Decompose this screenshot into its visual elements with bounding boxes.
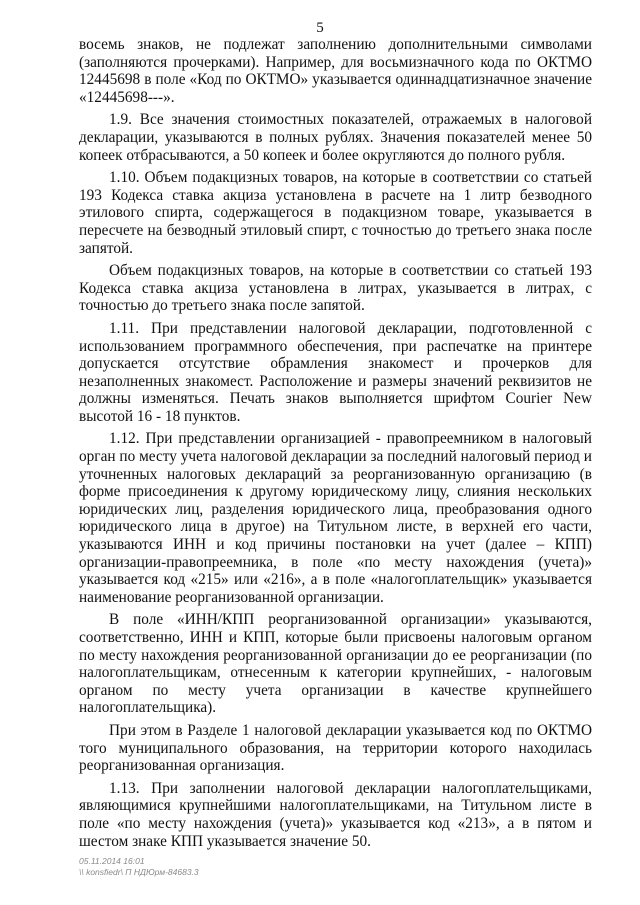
document-body <box>79 36 592 855</box>
paragraph-1-10-volume-liters: Объем подакцизных товаров, на которые в соответствии со статьей 193 Кодекса ставка акциза установлена в литрах, указывается в литрах, с точностью до третьего знака после запятой. <box>79 262 592 315</box>
paragraph-1-13: 1.13. При заполнении налоговой декларации налогоплательщиками, являющимися крупнейшими налогоплательщиками, на Титульном листе в поле «по месту нахождения (учета)» указывается код «213», а в пятом и шестом знаке КПП указывается значение 50. <box>79 779 592 850</box>
paragraph-1-11: 1.11. При представлении налоговой декларации, подготовленной с использованием программного обеспечения, при распечатке на принтере допускается отсутствие обрамления знакомест и прочерков для незаполненных знакомест. Расположение и размеры значений реквизитов не должны изменяться. Печать знаков выполняется шрифтом Courier New высотой 16 - 18 пунктов. <box>79 319 592 425</box>
footer-file-path: \\ konsfiedr\ П НДЮрм-84683.3 <box>79 867 199 877</box>
page-number: 5 <box>316 20 324 36</box>
paragraph-1-12-oktmo: При этом в Разделе 1 налоговой декларации указывается код по ОКТМО того муниципального образования, на территории которого находилась реорганизованная организация. <box>79 721 592 775</box>
footer-timestamp: 05.11.2014 16:01 <box>79 856 145 866</box>
paragraph-1-12-inn-kpp: В поле «ИНН/КПП реорганизованной организации» указываются, соответственно, ИНН и КПП, которые были присвоены налоговым органом по месту нахождения реорганизованной организации до ее реорганизации (по налогоплательщикам, отнесенным к категории крупнейших, - налоговым органом по месту учета организации в качестве крупнейшего налогоплательщика). <box>79 611 592 717</box>
paragraph-1-12: 1.12. При представлении организацией - правопреемником в налоговый орган по месту учета налоговой декларации за последний налоговый период и уточненных налоговых деклараций за реорганизованную организацию (в форме присоединения к другому юридическому лицу, слияния нескольких юридических лиц, разделения юридического лица, преобразования одного юридического лица в другое) на Титульном листе, в верхней его части, указываются ИНН и код причины постановки на учет (далее – КПП) организации-правопреемника, в поле «по месту нахождения (учета)» указывается код «215» или «216», а в поле «налогоплательщик» указывается наименование реорганизованной организации. <box>79 430 592 606</box>
paragraph-1-9: 1.9. Все значения стоимостных показателей, отражаемых в налоговой декларации, указываются в полных рублях. Значения показателей менее 50 копеек отбрасываются, а 50 копеек и более округляются до полного рубля. <box>79 111 592 164</box>
paragraph-oktmo-continuation: восемь знаков, не подлежат заполнению дополнительными символами (заполняются прочерками). Например, для восьмизначного кода по ОКТМО 12445698 в поле «Код по ОКТМО» указывается одиннадцатизначное значение «12445698---». <box>79 36 592 106</box>
paragraph-1-10: 1.10. Объем подакцизных товаров, на которые в соответствии со статьей 193 Кодекса ставка акциза установлена в расчете на 1 литр безводного этилового спирта, содержащегося в подакцизном товаре, указывается в пересчете на безводный этиловый спирт, с точностью до третьего знака после запятой. <box>79 169 592 257</box>
print-footer <box>79 856 199 878</box>
